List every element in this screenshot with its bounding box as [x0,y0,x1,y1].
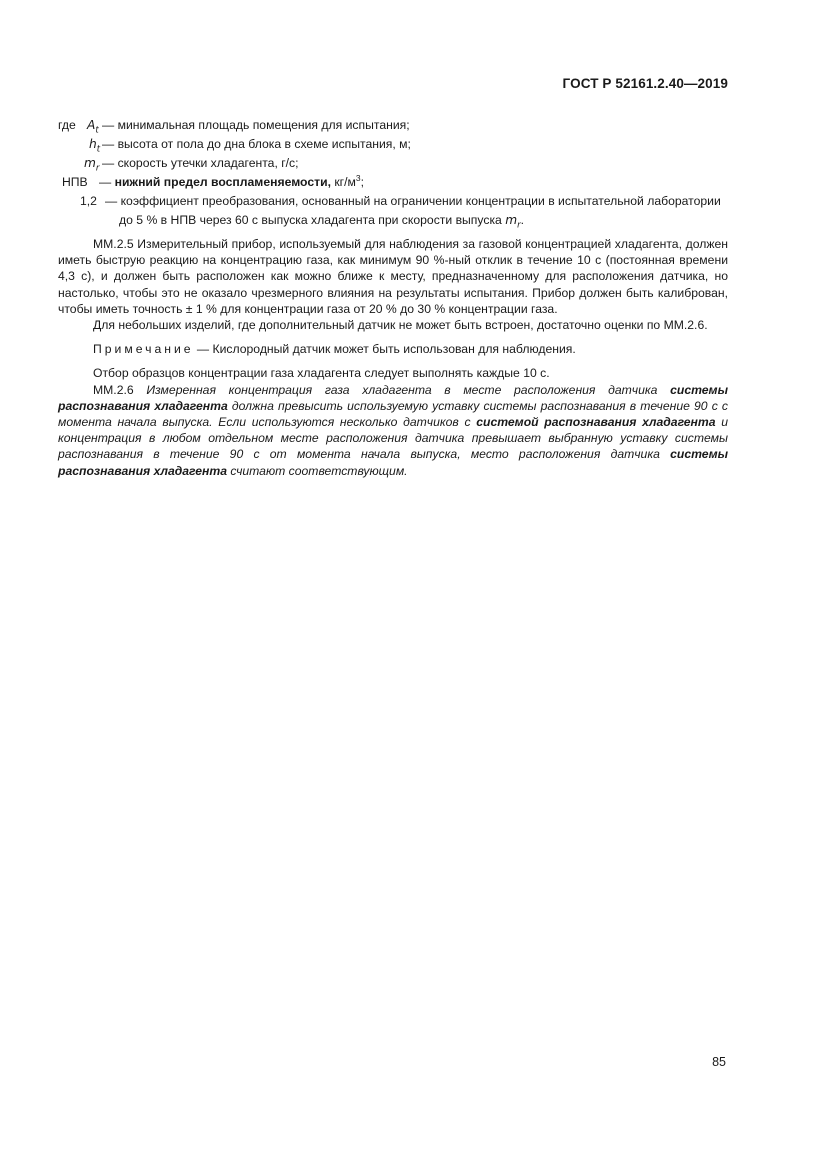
definition-at [58,116,730,135]
paragraph-small-products: Для небольших изделий, где дополнительный датчик не может быть встроен, достаточно оценки по ММ.2.6. [93,318,708,333]
note [58,341,728,357]
definition-text-line1: — коэффициент преобразования, основанный на ограничении концентрации в испытательной лаборатории [105,194,721,208]
definition-text-line2: до 5 % в НПВ через 60 с выпуска хладагента при скорости выпуска $m_r$. [119,213,524,231]
definition-npv [58,173,730,192]
symbol-npv: НПВ [62,175,88,189]
page-number: 85 [712,1055,726,1069]
definition-coefficient [58,192,730,230]
variable-mr: $m_r$ [84,156,100,174]
variable-at: $A_t$ [87,118,99,136]
paragraph-sampling: Отбор образцов концентрации газа хладагента следует выполнять каждые 10 с. [93,366,550,381]
definition-text: — минимальная площадь помещения для испытания; [102,118,410,132]
definition-ht [58,135,730,154]
definition-text: — скорость утечки хладагента, г/с; [102,156,299,170]
note-text: — Кислородный датчик может быть использован для наблюдения. [193,342,576,357]
definitions-list [58,116,730,230]
paragraph-mm-2-6: ММ.2.6 Измеренная концентрация газа хладагента в месте расположения датчика системы распознавания хладагента должна превысить используемую уставку системы распознавания в течение 90 с с момента начала выпуска. Если используются несколько датчиков с системой распознавания хладагента и концентрация в любом отдельном месте расположения датчика превышает выбранную уставку системы распознавания в течение 90 с от момента начала выпуска, место расположения датчика системы распознавания хладагента считают соответствующим. [58,382,729,478]
definition-text: — нижний предел воспламеняемости, $кг/м^3$; [99,172,365,189]
body-text [58,236,728,479]
paragraph-mm-2-5: ММ.2.5 Измерительный прибор, используемый для наблюдения за газовой концентрацией хладагента, должен иметь быструю реакцию на концентрацию газа, как минимум 90 %-ный отклик в течение 10 с (постоянная времени 4,3 с), и должен быть расположен как можно ближе к месту, предназначенному для расположения датчика, но настолько, чтобы это не оказало чрезмерного влияния на результаты испытания. Прибор должен быть калиброван, чтобы иметь точность ± 1 % для концентрации газа от 20 % до 30 % концентрации газа. [58,237,728,316]
document-header: ГОСТ Р 52161.2.40—2019 [562,76,728,91]
symbol-coefficient: 1,2 [80,194,97,208]
definition-mr [58,154,730,173]
note-label: Примечание [93,342,194,357]
variable-ht: $h_t$ [89,137,101,155]
where-label: где [58,118,76,132]
definition-text: — высота от пола до дна блока в схеме испытания, м; [102,137,411,151]
